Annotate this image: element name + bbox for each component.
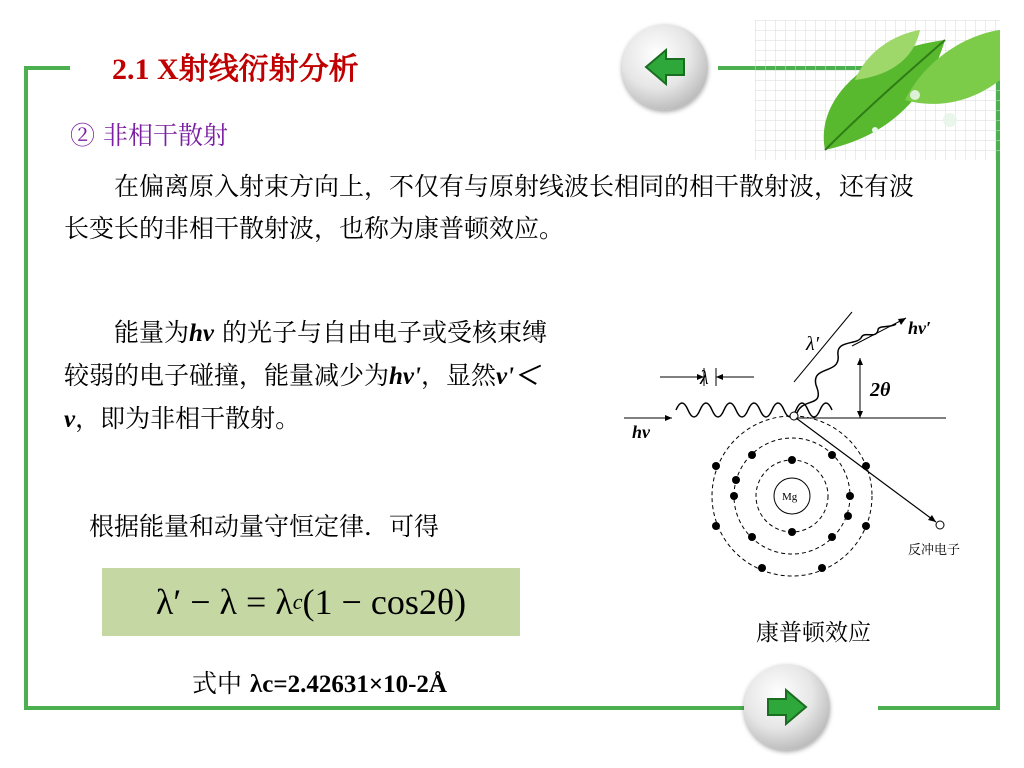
prev-button[interactable] [622,24,708,110]
symbol-hv: hν [189,320,215,347]
note-value: λc=2.42631×10-2Å [249,671,447,698]
formula-lhs: λ′ − λ = λ [155,582,293,622]
page-title: 2.1 X射线衍射分析 [112,53,359,86]
frame-right [996,66,1000,710]
paragraph-energy-mid: 的光子与自由电子或受核束缚较弱的电子碰撞，能量减少为 [64,318,547,390]
paragraph-energy-mid2: ，显然 [420,361,496,390]
arrow-right-icon [762,682,812,732]
label-two-theta: 2θ [870,379,891,401]
note-prefix: 式中 [192,669,250,698]
label-lambda-prime: λ′ [806,333,820,355]
leaf-decoration-icon [755,20,1000,160]
paragraph-energy-pre: 能量为 [64,318,190,347]
compton-formula [102,568,520,636]
formula-rhs: (1 − cos2θ) [302,582,467,622]
frame-left [24,66,28,710]
paragraph-conservation: 根据能量和动量守恒定律．可得 [64,512,440,541]
symbol-hv-prime: hν' [389,363,421,390]
label-hv-prime: hν′ [908,318,932,338]
label-nucleus: Mg [782,491,798,503]
symbol-v-compare: ν'＜ν [64,363,540,433]
diagram-caption: 康普顿效应 [756,620,871,646]
section-subtitle: ② 非相干散射 [70,121,228,150]
recoil-electron [936,521,944,529]
incident-wave [676,403,832,417]
label-hv: hν [632,422,650,442]
label-lambda: λ [700,367,709,389]
frame-bottom-left [24,706,744,710]
arrow-left-icon [640,42,690,92]
paragraph-energy-end: ，即为非相干散射。 [75,404,301,433]
paragraph-intro: 在偏离原入射束方向上，不仅有与原射线波长相同的相干散射波，还有波长变长的非相干散射波，也称为康普顿效应。 [64,172,915,243]
lambda-c-note [192,664,447,700]
formula-sub: c [292,589,303,614]
formula-box [102,568,520,636]
next-button[interactable] [744,664,830,750]
paragraph-energy [64,312,552,441]
compton-diagram [616,300,976,590]
label-recoil: 反冲电子 [908,543,961,558]
frame-bottom-right [878,706,1000,710]
frame-top-left [24,66,70,70]
